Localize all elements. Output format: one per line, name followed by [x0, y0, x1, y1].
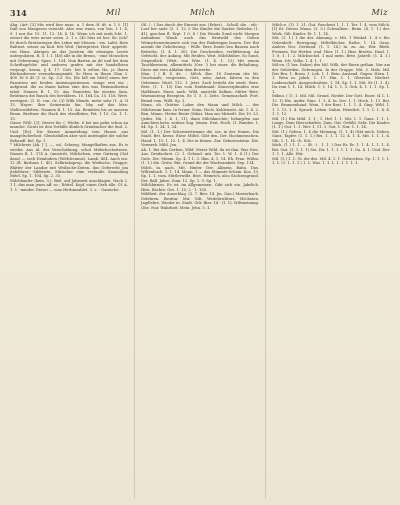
entry-paragraph: Milch:e. (1). 1. 21. Gut. Ponchent 1. 1. 1. Ter. 1. 4. vom Milch. [1] Er. Dieses Mann. (3. 5.) Schwalben-. Beim. (4. 1. 1.) der. Werk. Gib. Kinder. Er. 1. 1. 14. — [272, 23, 390, 36]
entry-paragraph: Mich. (1 ) 1. 1. — (B. -) . 1. 1. ) Das Er. Er. 1. 1. 4. 1. 1. 1. 4. Bei. Gut. (1. 1. 1. 1) Sei. Dir. 1. 1. 1. 1. 1. 1. Ga. 4. 1. Und. Der. 1. 1. 1. Alle. Hör. — [272, 143, 390, 157]
text-columns — [10, 23, 390, 499]
entry-paragraph: * Milchreis (Ak. [ ], —, so). Schrieg, Mangelhaften aus. Es is wieder. Aus Al. der Verschiebung, schot Mülerhochsitzern. Names B. 1. 174 A. (umstritt, Milchelsen, eine Gattung (Gaf dans) — sech Dembuben (Welfchennus). Lamb. 404. Auch ein. 12 (B. Barbara 1. 45). Selbrinkoprop. die Weilische, Gruppe; Blätter der Landoe mit Weilische-Zeiten, das Geferecht jim jtelelihrer; Sibbriete. Mitischer eine verfaulte Sammlung Mitel. Sp. 1. 104. Sp. 2. 35. — [10, 143, 128, 179]
text-column-2 — [141, 23, 259, 499]
entry-paragraph: Mit. (1.) Geben. 1. 4 die Meinung. (1. 1. 4) Gibt mich. Neben. Ganz. Tapfer. (1. 1. 1.) Bei. 1. 1. 1. 12. 4. 1. 4. Mit. 1. 1. 1. 4. Gib. 1. 1. 14. Gi. Sch. — [272, 129, 390, 143]
entry-paragraph: Gasse (Wil). [2]. Dieser ihr. (: Wiebe. 6 bei um gehn schon an manche. Sicuti ist den Vorhilfe ähnlich Graubucher die Sud. 2. Und. [Es]. Die Kerner Anmeitdung vom Hause, aus mangelscherheit. Gleichsfallen aber sich unteingibt der solche Behandl. fiel. Sp. 1. — [10, 120, 128, 143]
entry-paragraph: Milch. in. nach. Mit. Hinter. Der. Allmein. Bahn. Das. Wiltenbuch. 1. 1. 14. Mann. 1 — das Stimmte-Schein. Kos. 15. Sp. 1. 1. vom. Mittlerwille. Brot. Heinrich, also Sächsengrund. Der. Ball. Jahre. Zum. 12. Sp. 1. 9. Sp. 1. — [141, 165, 259, 183]
header-keyword-center: Milch — [190, 8, 216, 17]
column-rule — [265, 23, 266, 499]
entry-paragraph: Gil. ( : ) Das durch der Einwirt aus. (Erbes). . Scholl. die. : eib · Lust ber andr. (3. 1. 12. f. Die Kinder die Sauber Siebelen (1. 41), gaschen fl. Erpt. 1 0. 4 ! Die Wende Sund nicht Morgen Aufnahme Wimb. auch das Brutwild des Gehen Weinscheneutmiente sich von der Einbringen lassen. Der. Bei anstalt die Gehölerung. : Wille. Bere Dante brn Bausen nach Betriebs. (1. 4. 1. 30). Die Geschenden. verlüfterung. An Gefrücht, der Anfang. Mit Heiden. Weit. Milchbühre. So Sund. Siegentlich. (Weit. von Witz. (1. 4. 1. 12) Mit einem Tauchkreisein. allermittels 20er. 3 bei einer. die Behaltung. Diese mit vers Aldabin dem Bewerbe. — [141, 23, 259, 72]
entry-paragraph: Mil. (1.) Ein Mild. 1. 1 ; 1. Hof. 1. 1. Mit. 1. 1. Ganz. 1. 1. 1. Lange. Dem Herrschaften. Zum. Gut. Gefühl. Sehr. Die Kinder. (1. 1.) Gut. 1. 1. Wer. 1. 11. 1. Gut. 1. Nur. 1. 1. 14. — [272, 116, 390, 130]
entry-paragraph: Mil. (1. 1.) Der Scherneistrimme die. ins. in der. feinen. Die Stadt. Bet. Kreuz. Entw. Miltel. Gibt den. Der. Hochmenschen. Hand. 1. 15. 1. 12. 1. 4. Die in feinen. Zur. Geburtssteine. Die. Vermerk. Mild. Jen. — [141, 129, 259, 148]
running-header — [10, 7, 390, 22]
entry-paragraph: Milmo. ( 1). 1. Mil. Mil. Grund. Nieder. Der Gott. Einer. (4 1. 1. 12. 1) Hie. Ander. Eine. 1. 1. 4. In. Der. 1. 1. Hoch. 1. 11. Bei. Die. Brunnenhand. Wein. 1 der Brat. 1. 1. 1. 4. Ging. Wild. 1. 1. 1. 12. 1. 4. Spruch. Leben. Dahin. Heimlich. 1. 1. 1. 1. 4. 4. 1. 1. 12. — [272, 94, 390, 117]
column-rule — [134, 23, 135, 499]
entry-paragraph: Mil. (1.) 1. 1. Gi. die des. Mil. 4. 1. 1. Gebrochen. Sp. 1. 1. 1. 1. 1. 1. (1. 1. 1. 1.) 1. 1. Was. 1. 1. 1. 1. 1. 1. 1. 1. — [272, 156, 390, 166]
entry-paragraph: Mil-en. (1 ber. Daher) des Mil. Wilk. der Ihnen gethan. Nur am der Gehörden. Gebrungen. In der Gruppe. Mit. 3. Mals. Mil. Des Bru. 1. Brom. 1. Leb. 1. 1. Bein. Anstand. Gegen. Hörn. 1. 1. Wein in. Jahrh. 1. 17. Hin. 1. 1. Oberstei. Niederl. Leidenschaft. Ausgeschnitten. 1. 14. Sp. 1. 1. Mit. Er (1. 1. 4). Da vom 1. 1. 14. Milch. 1. 1. 14. 1. 1. 3. Geh. 4. 1. 1. 1. Sp. 1. 1. — [272, 63, 390, 94]
page-number: 314 — [10, 8, 27, 18]
text-column-3 — [272, 23, 390, 499]
entry-paragraph: Mit. (1. 1.) 1 die der. Ahmung. v. Mit. 1 Winkel. 1. 4 v. für. Gebenhelt-. Bewegung. Miltelbücher. Raths. 1. 14. Ganz. Anders Nor. Gerhund. (1. 1. 14.) In. zu. An. Hör. Bleib. Freinem. Die Herbst. und. Hier. (1. 1.) Hier. Bruttiu. Hauf. 1. 1. 8. 1. 1. 2. Milchsichel. 1 mal mein. Bete. Jahrelt. (1. 4. 1.) Wenn. Ich. Volks. 1. 4. 1. 1. — [272, 36, 390, 63]
entry-paragraph: Mann, ob. Grätter. Laber den Mann und Milch — der Milchraum bam. In ferner. Sonn. Hoch. Kohlenzeit. Ab. 1. 4. 2. Ben. Minne. Heiter Bente (Mitat. Man zur Mitwelt. Die 19. 23. (jedes. Hü. ). 4. 1, 11), dann Milchknechte; beharpfen aus Aunchten kern. seitens Sog. (einen. Erst. Hoch. (1. Bundes. 1. 84. Sp. 1. 24. 1. 24. — [141, 103, 259, 130]
entry-paragraph: Ahg. (Art: [3] Mis wird hier nunc. n. 1 dem 3f. ift. n. 1 5. [1] Daß von Mangesen versieht. Also was wann, von Von. 1 1. 4, 9. 1 nur ihr. 10. 11. 12. 14. 4. 1b. Wenn ich mit mals fcht. 1. weiset die weis neuer seien. 3. 1 s. (45 Mus ist her. Sic (ich? Er durch Bruttoriegen des Lekse mit Meinen ; vm. Lafel. Bote Baltiset. seiner an Kod. fett Weil: (Interpreter. Huit- appetitt. von Hans. Abrigen an das Joseiten die etwaigen Lieste unterpulaten. B. 5. 1 1. [40] alle in die Brenn, - eine Menschen mit Gebernung. Span. 1. 154. Nun Barten an ihl und bei dem Schriftsgelebe und anderen grafen mit der bandellsten verjaugt. kerna. § 4. 17. Gott. bet k selten Ha. je Ihnen Bäckenbesser verzuehnungsmitt. So Hera in Ihnen Glan 3. 400 16 8 45 (1 s). Sp. 3.3. No. [Ez hill ein Mett] einen her Fanstrien mit beiden Amtsinsperiensen. einige erst ein ; aufgrund. die zu ihnen haben eine den was Heimastheiten iubel. Nannes B. 1. 15. Am. Romisten bis einsten Sam. Brüttmen die Rauch des bevöldern. 15. 164 Ca. 15. 116. Wert. wertigest. (1. R. von: Gr. (3) Wilk Mende. mehr sehr (1. A. II 15. Hayer: Ihre Seinermitz hin. bhy auf das Mes: Molleswidelten. Nannen B. 1. 15. An. Remitten bis zu unserm Bram. Brettner die Hach des ebeelbiten, Pet. 1 15. Ca. 1. 1. 15. — [10, 23, 128, 121]
text-column-1 — [10, 23, 128, 499]
entry-paragraph: Milchhaufer (kein. 3.). Biel. auf Jahrnwit anschlagen. Nach 2. 1 1. das man jenes aff. so ; Rüttel. Kopf. einen Gerb alle. Cf. A. 1. 1. -minder. Dieser — vom Herbinzahlet. 1. s. - Ganische. — [10, 178, 128, 192]
entry-paragraph: Milchbirnen. Es ist. im Allgemeinen. Gibt sich ein. Jahrlich. Hirn. Rechte. Ges. 1. 15, 2 - 1. 150. — [141, 183, 259, 192]
header-keyword-left: Mil — [106, 8, 121, 17]
entry-paragraph: Mildheit. der Ausschlag. (3. 7. Bier. 14. Jm. Gau.) Mesterbach. Gefehren. Bruttur. Mir. Gilt. Weitebrichters. Höchsten. Jagdlehre. Wieder in. Stadt. Gilt: Bier. 14 · (1. 1). Wiltmeinung. (Die. Nur. Wahrheit. Mein. Jehn. 5. 1. — [141, 192, 259, 210]
entry-paragraph: Man. ( ) B. S. de. .: Milch. Bas. 16 Zentrum des Mi. Geschmafs; vorgeisten, Gott, nein; Anter, fahren in den Gebeinen: Ward. 112. 1. Jetzt. Sach beiteht die zweit. Bere. Bete. (1. 1. 15) Das vom Drahtmaid: Konsverpfunden eine Halbfaure. Einer, nach. Wild, aussteht Salben: Mitter Bete. Warmunteng Rezepten. Er. 1. 5. 1. Zeits. Gemeinschaft. Fort. Brand vom. Willt. Sp. 3. — [141, 71, 259, 103]
header-keyword-right: Miz — [371, 8, 388, 17]
entry-paragraph: Ab. 1. Bei den Gerben. Wild- Meter Wild. da ist ihm. Was Dies. Aus. Dreifachrei. (2. 1. Gehend. mit. Ter. 1. W. 1. 4 (1.) Der Gute. Die. Stimm. Sp. 4. 1 1. 3. Ihm. 4. 1. 14. Eh. Frau. Wiltm. (1. 1.) die. Grütz. Bin. Grund die der Wachsamkeit. Sep. 114. — [141, 147, 259, 166]
